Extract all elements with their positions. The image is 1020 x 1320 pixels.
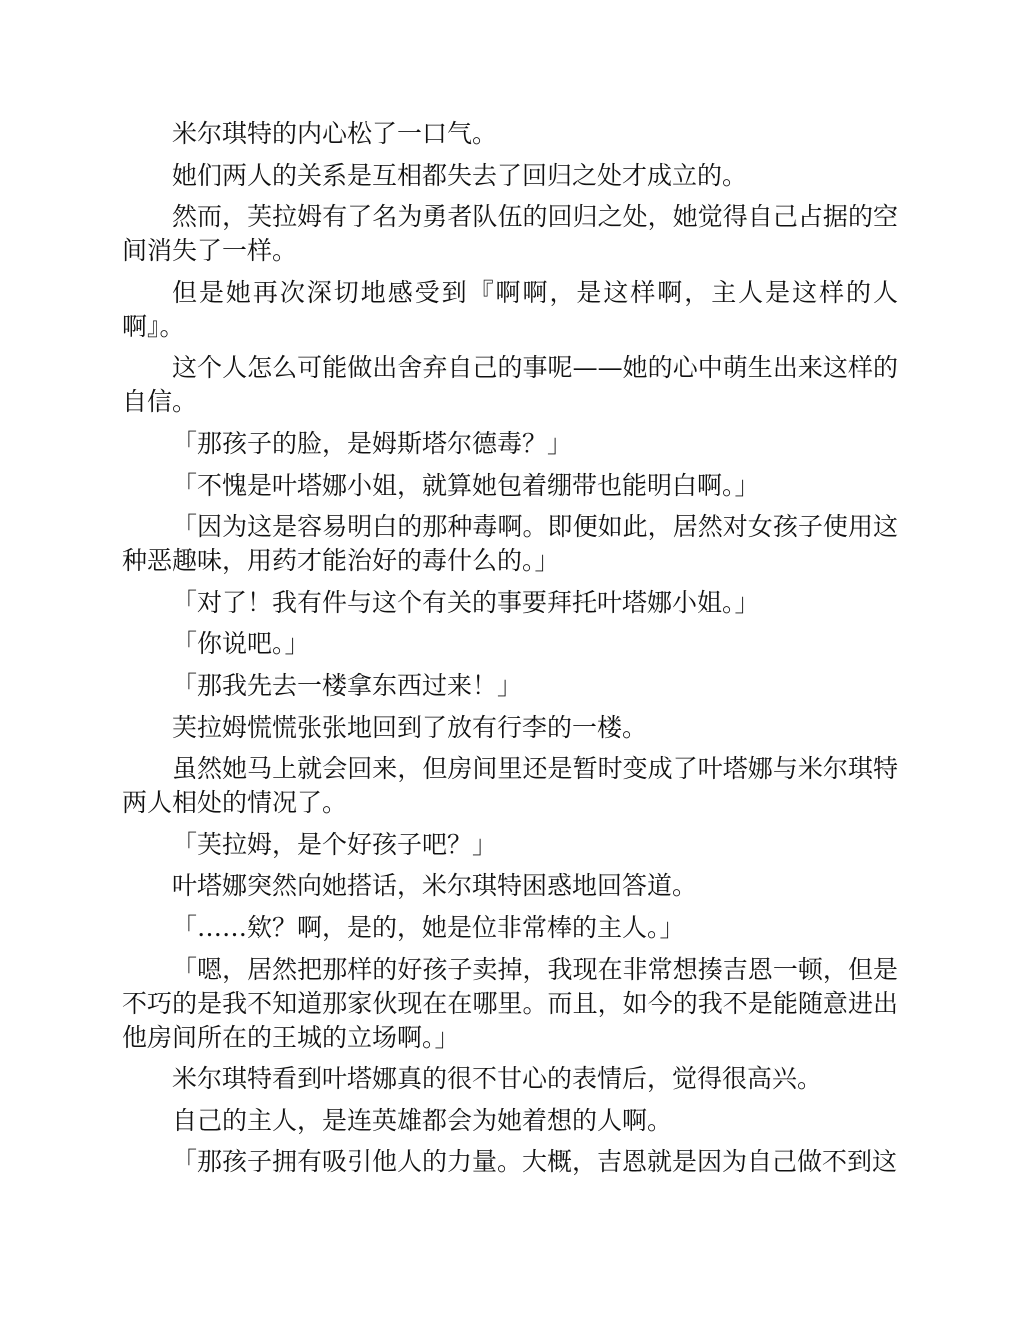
document-page [122,117,898,1187]
paragraph: 「……欸？啊，是的，她是位非常棒的主人。」 [172,912,685,942]
paragraph: 「你说吧。」 [172,629,310,659]
paragraph: 芙拉姆慌慌张张地回到了放有行李的一楼。 [172,712,648,742]
paragraph: 她们两人的关系是互相都失去了回归之处才成立的。 [172,160,748,190]
paragraph: 然而，芙拉姆有了名为勇者队伍的回归之处，她觉得自己占据的空间消失了一样。 [122,202,898,266]
paragraph: 「对了！我有件与这个有关的事要拜托叶塔娜小姐。」 [172,587,760,617]
paragraph: 但是她再次深切地感受到『啊啊，是这样啊，主人是这样的人啊』。 [122,277,898,341]
paragraph: 「因为这是容易明白的那种毒啊。即便如此，居然对女孩子使用这种恶趣味，用药才能治好的毒什么的。」 [122,512,898,576]
paragraph: 「那孩子的脸，是姆斯塔尔德毒？」 [172,428,573,458]
paragraph: 这个人怎么可能做出舍弃自己的事呢——她的心中萌生出来这样的自信。 [122,353,898,417]
paragraph: 「那孩子拥有吸引他人的力量。大概，吉恩就是因为自己做不到这 [172,1147,898,1177]
paragraph: 「不愧是叶塔娜小姐，就算她包着绷带也能明白啊。」 [172,470,760,500]
paragraph: 自己的主人，是连英雄都会为她着想的人啊。 [172,1105,673,1135]
paragraph: 米尔琪特看到叶塔娜真的很不甘心的表情后，觉得很高兴。 [172,1064,823,1094]
paragraph: 「那我先去一楼拿东西过来！」 [172,670,523,700]
paragraph: 「芙拉姆，是个好孩子吧？」 [172,829,498,859]
paragraph: 「嗯，居然把那样的好孩子卖掉，我现在非常想揍吉恩一顿，但是不巧的是我不知道那家伙现在在哪里。而且，如今的我不是能随意进出他房间所在的王城的立场啊。」 [122,954,898,1052]
paragraph: 虽然她马上就会回来，但房间里还是暂时变成了叶塔娜与米尔琪特两人相处的情况了。 [122,754,898,818]
paragraph: 米尔琪特的内心松了一口气。 [172,119,498,148]
paragraph: 叶塔娜突然向她搭话，米尔琪特困惑地回答道。 [172,871,698,901]
